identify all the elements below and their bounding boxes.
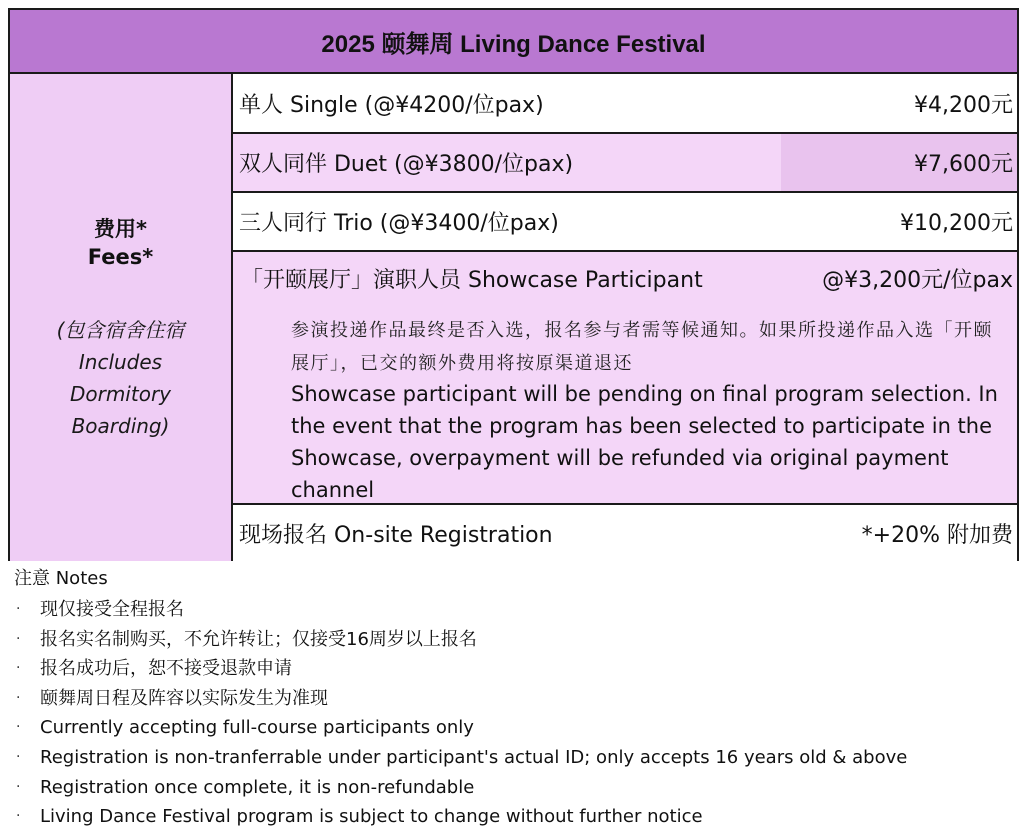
note-text: Living Dance Festival program is subject to change without further notice	[40, 806, 703, 828]
fee-row-trio	[233, 193, 1017, 252]
fee-row-single	[233, 74, 1017, 134]
fee-row-duet	[233, 134, 1017, 193]
list-item	[14, 654, 1014, 684]
bullet-icon: ·	[16, 778, 21, 795]
note-text: Registration is non-tranferrable under participant's actual ID; only accepts 16 years old & above	[40, 746, 908, 768]
note-text: Registration once complete, it is non-refundable	[40, 776, 475, 798]
includes-line: (包含宿舍住宿	[56, 318, 185, 342]
includes-note	[10, 314, 231, 442]
list-item	[14, 773, 1014, 803]
showcase-note-zh: 参演投递作品最终是否入选，报名参与者需等候通知。如果所投递作品入选「开颐展厅」，已交的额外费用将按原渠道退还	[291, 320, 993, 374]
list-item	[14, 595, 1014, 625]
note-text: 现仅接受全程报名	[40, 599, 184, 620]
note-text: 报名实名制购买，不允许转让；仅接受16周岁以上报名	[40, 628, 477, 650]
notes-list	[14, 595, 1014, 832]
fee-row-price: ¥10,200元	[900, 211, 1013, 236]
notes-section	[14, 566, 1014, 832]
includes-line: Dormitory	[69, 382, 172, 406]
includes-line: Boarding)	[71, 414, 170, 438]
bullet-icon: ·	[16, 630, 21, 647]
fee-row-label: 单人 Single (@¥4200/位pax)	[239, 92, 544, 118]
page-title: 2025 颐舞周 Living Dance Festival	[10, 10, 1017, 74]
bullet-icon: ·	[16, 748, 21, 765]
bullet-icon: ·	[16, 689, 21, 706]
fees-label-cell	[10, 74, 233, 561]
fee-row-price: @¥3,200元/位pax	[822, 267, 1013, 293]
bullet-icon: ·	[16, 660, 21, 677]
list-item	[14, 713, 1014, 743]
fee-row-label: 三人同行 Trio (@¥3400/位pax)	[239, 211, 559, 236]
fee-row-label: 双人同伴 Duet (@¥3800/位pax)	[239, 152, 574, 177]
note-text: Currently accepting full-course participants only	[40, 717, 474, 739]
bullet-icon: ·	[16, 719, 21, 736]
fee-row-onsite	[233, 505, 1017, 561]
showcase-note-en: Showcase participant will be pending on final program selection. In the event that the program has been selected to participate in the Showcase, overpayment will be refunded via original payment channel	[291, 382, 998, 502]
list-item	[14, 743, 1014, 773]
fee-row-showcase	[233, 252, 1017, 505]
fees-label-zh: 费用*	[94, 217, 147, 241]
fee-row-price: ¥4,200元	[914, 92, 1013, 118]
fee-row-price: *+20% 附加费	[861, 522, 1013, 548]
includes-line: Includes	[78, 350, 163, 374]
fee-row-label: 现场报名 On-site Registration	[239, 522, 553, 548]
fee-row-label: 「开颐展厅」演职人员 Showcase Participant	[241, 267, 703, 293]
notes-title: 注意 Notes	[14, 568, 108, 589]
bullet-icon: ·	[16, 808, 21, 825]
list-item	[14, 625, 1014, 655]
note-text: 报名成功后，恕不接受退款申请	[40, 658, 292, 680]
fee-row-price: ¥7,600元	[914, 152, 1013, 177]
fees-label-en: Fees*	[87, 245, 154, 269]
fee-table	[8, 8, 1019, 561]
note-text: 颐舞周日程及阵容以实际发生为准现	[40, 687, 328, 709]
list-item	[14, 684, 1014, 714]
list-item	[14, 802, 1014, 832]
bullet-icon: ·	[16, 601, 21, 617]
